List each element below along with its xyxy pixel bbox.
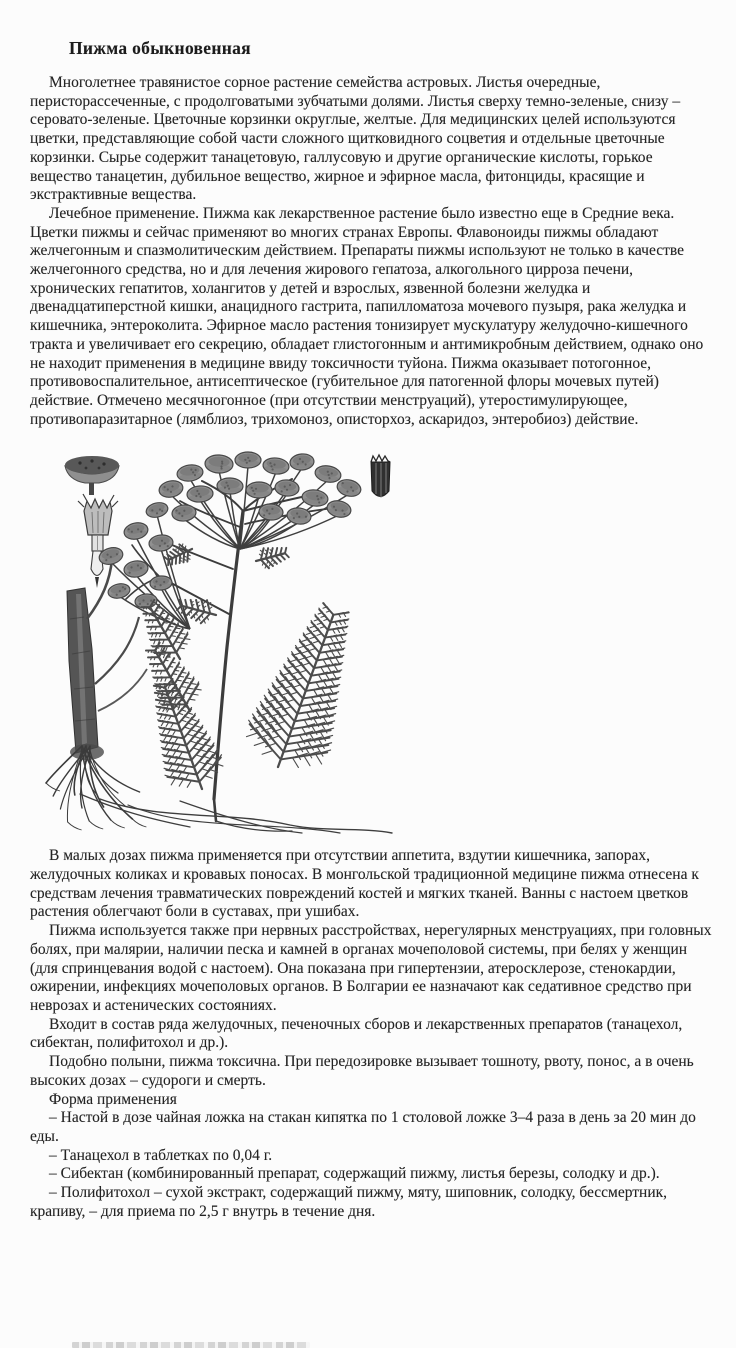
paragraph-small-doses: В малых дозах пижма применяется при отсутствии аппетита, вздутии кишечника, запорах, желудочных коликах и кровавых поносах. В монгольской традиционной медицине пижма отнесена к средствам лечения травматических повреждений костей и мягких тканей. Ванны с настоем цветков растения облегчают боли в суставах, при ушибах. (30, 847, 699, 921)
paragraph-other-uses: Пижма используется также при нервных расстройствах, нерегулярных менструациях, при головных болях, при малярии, наличии песка и камней в органах мочеполовой системы, при белях у женщин (для спринцевания водой с настоем). Она показана при гипертензии, атеросклерозе, стенокардии, ожирении, инфекциях мочеполовых органов. В Болгарии ее назначают как седативное средство при неврозах и астенических состояниях. (30, 922, 712, 1014)
paragraph-botany: Многолетнее травянистое сорное растение семейства астровых. Листья очередные, перисторассеченные, с продолговатыми зубчатыми долями. Листья сверху темно-зеленые, снизу – серовато-зеленые. Цветочные корзинки округлые, желтые. Для медицинских целей используются цветки, представляющие собой части сложного щитковидного соцветия и отдельные цветочные корзинки. Сырье содержит танацетовую, галлусовую и другие органические кислоты, горькое вещество танацетин, дубильное вещество, жирное и эфирное масла, фитонциды, красящие и экстрактивные вещества. (30, 74, 681, 204)
paragraph-medicinal-use: Лечебное применение. Пижма как лекарственное растение было известно еще в Средние века. Цветки пижмы и сейчас применяют во многих странах Европы. Флавоноиды пижмы обладают желчегонным и спазмолитическим действием. Препараты пижмы используют не только в качестве желчегонного средства, но и для лечения жирового гепатоза, алкогольного цирроза печени, хронических гепатитов, холангитов у детей и взрослых, язвенной болезни желудка и двенадцатиперстной кишки, анацидного гастрита, папилломатоза мочевого пузыря, рака желудка и кишечника, энтероколита. Эфирное масло растения тонизирует мускулатуру желудочно-кишечного тракта и увеличивает его секрецию, обладает глистогонным и антимикробным действием, однако оно не находит применения в медицине ввиду токсичности туйона. Пижма оказывает потогонное, противовоспалительное, антисептическое (губительное для патогенной флоры мочевых путей) действие. Отмечено месячногонное (при отсутствии менструаций), утеростимулирующее, противопаразитарное (лямблиоз, трихомоноз, описторхоз, аскаридоз, энтеробиоз) действие. (30, 204, 704, 428)
flower-head-cross-section-detail (65, 456, 119, 495)
form-item-sibektan: – Сибектан (комбинированный препарат, содержащий пижму, листья березы, солодку и др.). (49, 1165, 660, 1183)
form-item-tanacehol: – Танацехол в таблетках по 0,04 г. (49, 1146, 273, 1164)
form-item-infusion: – Настой в дозе чайная ложка на стакан кипятка по 1 столовой ложке 3–4 раза в день за 20 мин до еды. (30, 1109, 696, 1145)
article-body (30, 74, 714, 1221)
single-floret-detail (78, 494, 118, 588)
form-section-heading: Форма применения (49, 1090, 177, 1108)
tansy-illustration (40, 449, 408, 837)
next-heading-cutoff (72, 1342, 310, 1348)
flower-heads (97, 452, 362, 609)
paragraph-preparations: Входит в состав ряда желудочных, печеночных сборов и лекарственных препаратов (танацехол, сибектан, полифитохол и др.). (30, 1015, 683, 1052)
paragraph-toxicity: Подобно полыни, пижма токсична. При передозировке вызывает тошноту, рвоту, понос, а в очень высоких дозах – судороги и смерть. (30, 1053, 694, 1089)
form-item-polyfitohol: – Полифитохол – сухой экстракт, содержащий пижму, мяту, шиповник, солодку, бессмертник, крапиву, – для приема по 2,5 г внутрь в течение дня. (30, 1184, 668, 1220)
stem-detail (67, 559, 147, 760)
page-title: Пижма обыкновенная (69, 38, 251, 58)
tansy-illustration-svg (40, 449, 408, 837)
seed-detail (371, 455, 390, 498)
